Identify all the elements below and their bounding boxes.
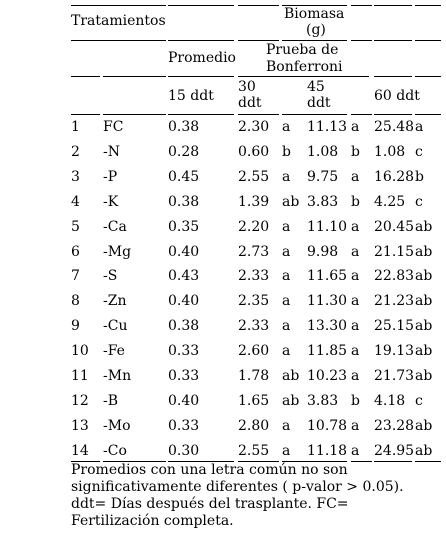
rule-header-bottom-7: [374, 114, 412, 115]
cell-30ddt-letter: a: [282, 219, 291, 235]
cell-15ddt: 0.43: [168, 268, 200, 284]
cell-60ddt: 21.15: [374, 244, 415, 260]
rule-header-2-2: [103, 76, 166, 77]
cell-30ddt: 2.20: [238, 219, 270, 235]
cell-30ddt: 1.78: [238, 368, 270, 384]
cell-60ddt: 24.95: [374, 443, 415, 459]
rule-header-mid-7: [415, 40, 441, 41]
rule-header-bottom-3: [168, 114, 234, 115]
cell-30ddt: 0.60: [238, 144, 270, 160]
cell-15ddt: 0.28: [168, 144, 200, 160]
cell-60ddt: 1.08: [374, 144, 406, 160]
cell-45ddt: 3.83: [307, 194, 339, 210]
cell-45ddt: 11.13: [307, 119, 348, 135]
cell-45ddt: 10.23: [307, 368, 348, 384]
header-45ddt-line2: ddt: [307, 95, 331, 111]
cell-30ddt-letter: a: [282, 244, 291, 260]
cell-45ddt: 10.78: [307, 418, 348, 434]
note-abbreviations: ddt= Días después del trasplante. FC= Fertilización completa.: [71, 496, 349, 529]
cell-60ddt-letter: c: [415, 194, 423, 210]
rule-top-6: [374, 5, 412, 6]
cell-45ddt: 13.30: [307, 318, 348, 334]
rule-header-2-4: [238, 76, 369, 77]
rule-header-bottom-8: [415, 114, 441, 115]
cell-45ddt: 11.85: [307, 343, 348, 359]
cell-treatment: -K: [103, 194, 119, 210]
cell-treatment: -P: [103, 169, 118, 185]
header-promedio: Promedio: [168, 50, 236, 66]
cell-45ddt-letter: b: [351, 393, 360, 409]
cell-45ddt-letter: a: [351, 119, 360, 135]
rule-header-bottom-4: [238, 114, 279, 115]
cell-number: 14: [71, 443, 89, 459]
cell-45ddt-letter: b: [351, 194, 360, 210]
cell-30ddt: 2.33: [238, 268, 270, 284]
cell-treatment: -Fe: [103, 343, 125, 359]
cell-60ddt-letter: c: [415, 393, 423, 409]
cell-45ddt-letter: a: [351, 293, 360, 309]
cell-15ddt: 0.33: [168, 343, 200, 359]
rule-top-2: [168, 5, 234, 6]
cell-15ddt: 0.30: [168, 443, 200, 459]
cell-treatment: -Co: [103, 443, 127, 459]
cell-15ddt: 0.40: [168, 393, 200, 409]
cell-15ddt: 0.38: [168, 119, 200, 135]
cell-15ddt: 0.40: [168, 244, 200, 260]
note-significance: Promedios con una letra común no son significativamente diferentes ( p-valor > 0.05).: [71, 462, 404, 495]
cell-treatment: -Ca: [103, 219, 127, 235]
cell-15ddt: 0.35: [168, 219, 200, 235]
rule-top-7: [415, 5, 441, 6]
rule-header-bottom-6: [351, 114, 372, 115]
cell-number: 3: [71, 169, 80, 185]
cell-45ddt: 11.65: [307, 268, 348, 284]
cell-45ddt: 11.10: [307, 219, 348, 235]
cell-15ddt: 0.38: [168, 318, 200, 334]
cell-30ddt-letter: a: [282, 268, 291, 284]
cell-treatment: -S: [103, 268, 118, 284]
cell-30ddt: 2.73: [238, 244, 270, 260]
rule-header-2-3: [168, 76, 234, 77]
cell-15ddt: 0.33: [168, 418, 200, 434]
cell-45ddt-letter: a: [351, 169, 360, 185]
cell-number: 4: [71, 194, 80, 210]
cell-treatment: -N: [103, 144, 120, 160]
cell-30ddt-letter: a: [282, 418, 291, 434]
header-biomasa: Biomasa: [284, 6, 345, 22]
cell-treatment: -Mo: [103, 418, 131, 434]
cell-45ddt-letter: a: [351, 268, 360, 284]
header-30ddt-line1: 30: [238, 79, 256, 95]
header-30ddt-line2: ddt: [238, 95, 262, 111]
cell-treatment: FC: [103, 119, 124, 135]
header-15ddt: 15 ddt: [168, 88, 214, 104]
header-60ddt: 60 ddt: [374, 88, 420, 104]
cell-number: 1: [71, 119, 80, 135]
cell-60ddt: 21.23: [374, 293, 415, 309]
rule-top-5: [351, 5, 372, 6]
header-biomasa-unit: (g): [306, 22, 326, 38]
cell-45ddt-letter: b: [351, 144, 360, 160]
cell-60ddt-letter: ab: [415, 244, 433, 260]
cell-60ddt: 22.83: [374, 268, 415, 284]
header-45ddt-line1: 45: [307, 79, 325, 95]
cell-45ddt: 9.98: [307, 244, 339, 260]
cell-30ddt-letter: a: [282, 443, 291, 459]
cell-30ddt: 2.55: [238, 443, 270, 459]
cell-30ddt-letter: a: [282, 293, 291, 309]
cell-60ddt: 21.73: [374, 368, 415, 384]
cell-15ddt: 0.45: [168, 169, 200, 185]
rule-header-mid-4: [282, 40, 347, 41]
cell-30ddt: 2.30: [238, 119, 270, 135]
rule-header-bottom-5: [282, 114, 347, 115]
header-prueba-line1: Prueba de: [266, 42, 339, 58]
cell-60ddt-letter: ab: [415, 368, 433, 384]
header-prueba-line2: Bonferroni: [266, 59, 343, 75]
cell-treatment: -Cu: [103, 318, 128, 334]
cell-treatment: -Zn: [103, 293, 127, 309]
cell-60ddt: 4.25: [374, 194, 406, 210]
rule-header-mid-3: [238, 40, 279, 41]
cell-60ddt-letter: ab: [415, 318, 433, 334]
rule-top-3: [238, 5, 279, 6]
rule-top-1: [71, 5, 166, 6]
cell-60ddt-letter: ab: [415, 219, 433, 235]
cell-45ddt: 3.83: [307, 393, 339, 409]
cell-60ddt-letter: ab: [415, 418, 433, 434]
cell-30ddt-letter: ab: [282, 194, 300, 210]
rule-header-mid-5: [351, 40, 372, 41]
cell-60ddt: 16.28: [374, 169, 415, 185]
cell-30ddt: 2.33: [238, 318, 270, 334]
rule-header-mid-2: [168, 40, 234, 41]
rule-header-bottom-1: [71, 114, 100, 115]
rule-header-mid-6: [374, 40, 412, 41]
cell-60ddt-letter: c: [415, 144, 423, 160]
cell-30ddt-letter: a: [282, 119, 291, 135]
cell-30ddt-letter: ab: [282, 393, 300, 409]
cell-15ddt: 0.33: [168, 368, 200, 384]
cell-number: 13: [71, 418, 89, 434]
cell-treatment: -Mn: [103, 368, 132, 384]
cell-30ddt: 1.39: [238, 194, 270, 210]
cell-30ddt-letter: a: [282, 318, 291, 334]
cell-60ddt-letter: ab: [415, 293, 433, 309]
rule-header-2-1: [71, 76, 100, 77]
cell-45ddt-letter: a: [351, 368, 360, 384]
cell-60ddt: 23.28: [374, 418, 415, 434]
cell-number: 2: [71, 144, 80, 160]
cell-45ddt-letter: a: [351, 219, 360, 235]
cell-30ddt: 2.60: [238, 343, 270, 359]
cell-number: 10: [71, 343, 89, 359]
cell-number: 5: [71, 219, 80, 235]
cell-30ddt-letter: b: [282, 144, 291, 160]
cell-60ddt: 4.18: [374, 393, 406, 409]
cell-60ddt-letter: ab: [415, 343, 433, 359]
cell-number: 9: [71, 318, 80, 334]
cell-number: 8: [71, 293, 80, 309]
rule-header-2-6: [415, 76, 441, 77]
cell-number: 6: [71, 244, 80, 260]
cell-15ddt: 0.40: [168, 293, 200, 309]
cell-45ddt-letter: a: [351, 418, 360, 434]
cell-30ddt: 2.80: [238, 418, 270, 434]
cell-30ddt: 2.35: [238, 293, 270, 309]
cell-45ddt-letter: a: [351, 443, 360, 459]
cell-number: 7: [71, 268, 80, 284]
cell-45ddt: 9.75: [307, 169, 339, 185]
cell-45ddt: 11.30: [307, 293, 348, 309]
rule-header-2-5: [374, 76, 412, 77]
cell-30ddt-letter: a: [282, 343, 291, 359]
header-tratamientos: Tratamientos: [71, 13, 166, 29]
cell-30ddt-letter: ab: [282, 368, 300, 384]
cell-45ddt-letter: a: [351, 244, 360, 260]
cell-treatment: -Mg: [103, 244, 132, 260]
cell-treatment: -B: [103, 393, 119, 409]
cell-60ddt-letter: a: [415, 119, 424, 135]
cell-60ddt-letter: ab: [415, 268, 433, 284]
cell-30ddt: 2.55: [238, 169, 270, 185]
cell-60ddt: 20.45: [374, 219, 415, 235]
cell-number: 12: [71, 393, 89, 409]
cell-60ddt: 19.13: [374, 343, 415, 359]
cell-45ddt: 1.08: [307, 144, 339, 160]
cell-45ddt-letter: a: [351, 343, 360, 359]
cell-45ddt: 11.18: [307, 443, 348, 459]
cell-60ddt: 25.48: [374, 119, 415, 135]
table-notes: [71, 462, 431, 530]
rule-header-mid-1: [71, 40, 166, 41]
cell-30ddt-letter: a: [282, 169, 291, 185]
cell-60ddt: 25.15: [374, 318, 415, 334]
cell-45ddt-letter: a: [351, 318, 360, 334]
rule-header-bottom-2: [103, 114, 166, 115]
cell-60ddt-letter: b: [415, 169, 424, 185]
cell-number: 11: [71, 368, 89, 384]
cell-15ddt: 0.38: [168, 194, 200, 210]
cell-30ddt: 1.65: [238, 393, 270, 409]
cell-60ddt-letter: ab: [415, 443, 433, 459]
